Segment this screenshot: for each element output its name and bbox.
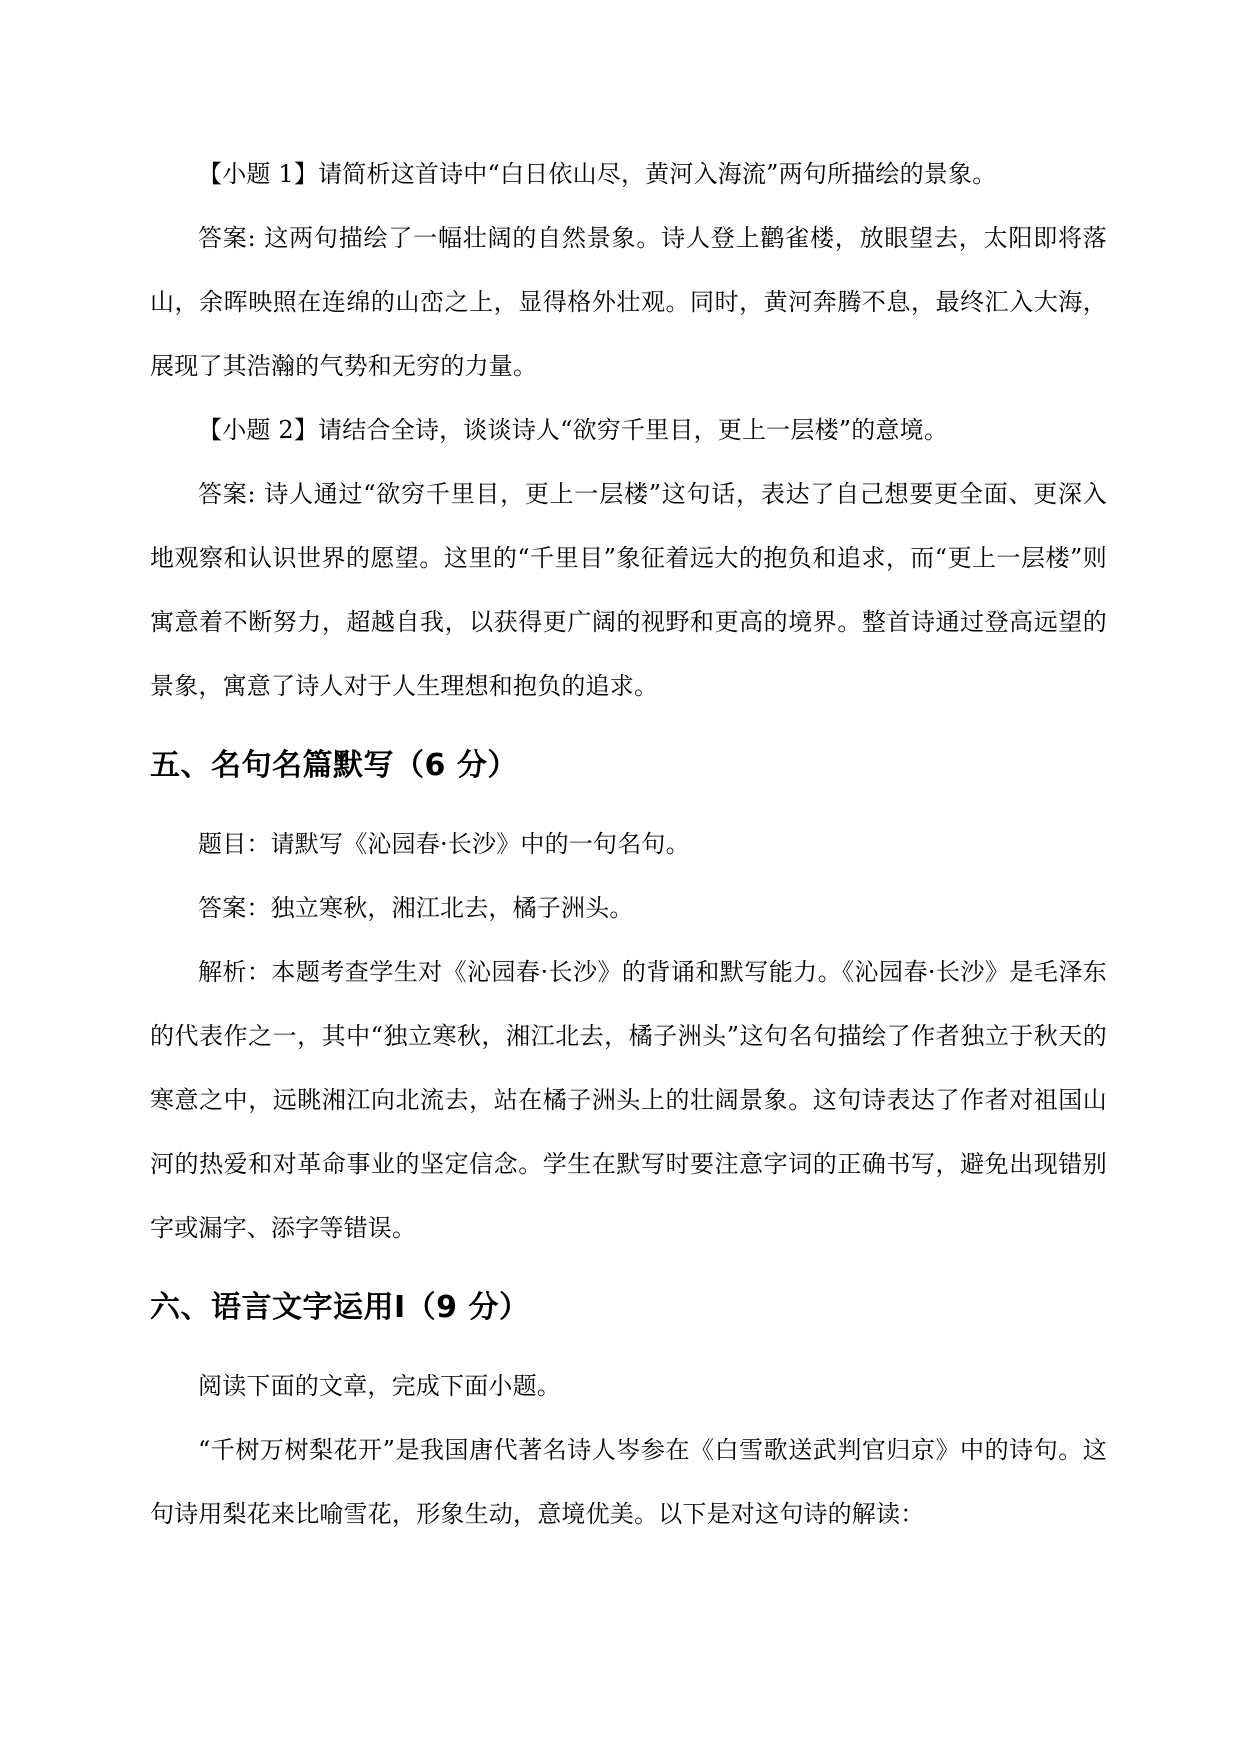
question-2-text: 【小题 2】请结合全诗，谈谈诗人“欲穷千里目，更上一层楼”的意境。: [198, 416, 949, 444]
section-6-passage: “千树万树梨花开”是我国唐代著名诗人岑参在《白雪歌送武判官归京》中的诗句。这句诗用梨花来比喻雪花，形象生动，意境优美。以下是对这句诗的解读：: [150, 1436, 1107, 1528]
spacer: [150, 786, 1107, 812]
answer-2-text: 答案: 诗人通过“欲穷千里目，更上一层楼”这句话，表达了自己想要更全面、更深入地观察和认识世界的愿望。这里的“千里目”象征着远大的抱负和追求，而“更上一层楼”则寓意着不断努力，超越自我，以获得更广阔的视野和更高的境界。整首诗通过登高远望的景象，寓意了诗人对于人生理想和抱负的追求。: [150, 480, 1107, 700]
question-1-text: 【小题 1】请简析这首诗中“白日依山尽，黄河入海流”两句所描绘的景象。: [198, 160, 997, 188]
spacer: [150, 1328, 1107, 1354]
spacer: [150, 718, 1107, 746]
answer-1-text: 答案: 这两句描绘了一幅壮阔的自然景象。诗人登上鹳雀楼，放眼望去，太阳即将落山，余晖映照在连绵的山峦之上，显得格外壮观。同时，黄河奔腾不息，最终汇入大海，展现了其浩瀚的气势和无穷的力量。: [150, 224, 1107, 380]
section-5-question: 题目：请默写《沁园春·长沙》中的一句名句。: [198, 830, 690, 858]
section-5-answer: 答案：独立寒秋，湘江北去，橘子洲头。: [198, 894, 634, 922]
section-6-intro: 阅读下面的文章，完成下面小题。: [198, 1372, 561, 1400]
spacer: [150, 1260, 1107, 1288]
section-5-analysis: 解析：本题考查学生对《沁园春·长沙》的背诵和默写能力。《沁园春·长沙》是毛泽东的代表作之一，其中“独立寒秋，湘江北去，橘子洲头”这句名句描绘了作者独立于秋天的寒意之中，远眺湘江向北流去，站在橘子洲头上的壮阔景象。这句诗表达了作者对祖国山河的热爱和对革命事业的坚定信念。学生在默写时要注意字词的正确书写，避免出现错别字或漏字、添字等错误。: [150, 958, 1107, 1242]
section-5-heading: 五、名句名篇默写（6 分）: [150, 748, 518, 783]
section-6-heading: 六、语言文字运用Ⅰ（9 分）: [150, 1290, 530, 1325]
